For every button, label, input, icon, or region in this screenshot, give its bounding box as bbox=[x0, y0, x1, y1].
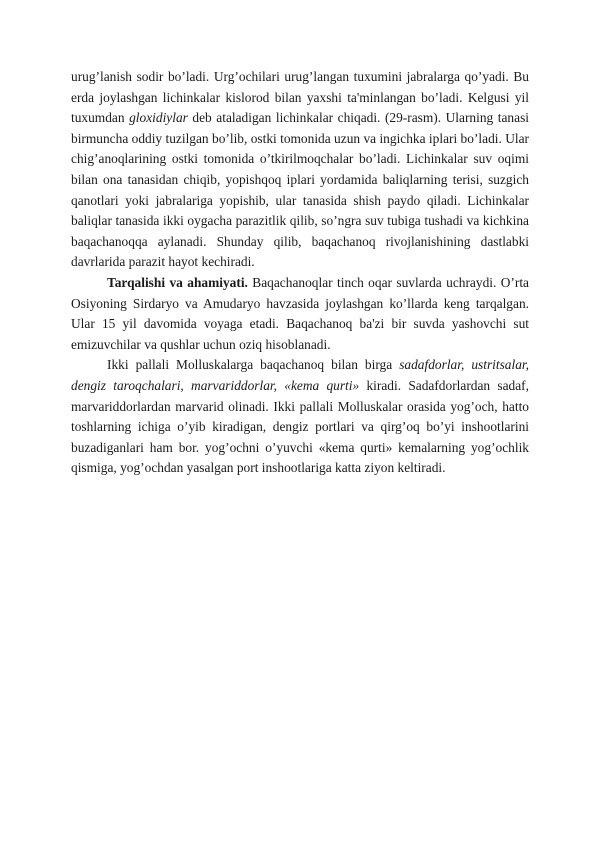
section-heading-distribution: Tarqalishi va ahamiyati. bbox=[107, 274, 248, 290]
paragraph-1-text-part-1: urug’lanish sodir bo’ladi. Urg’ochilari urug’langan tuxumini jabralarga qo’yadi. Bu erda joylashgan lichinkalar kislorod bilan yaxshi ta'minlangan bo’ladi. Kelgusi yil tuxumdan bbox=[71, 69, 529, 126]
document-page bbox=[71, 67, 529, 479]
paragraph-3-text-part-1: Ikki pallali Molluskalarga baqachanoq bilan birga bbox=[107, 357, 400, 373]
paragraph-bivalves bbox=[71, 355, 529, 479]
paragraph-reproduction bbox=[71, 67, 529, 273]
paragraph-1-italic-term: gloxidiylar bbox=[129, 110, 188, 126]
paragraph-3-italic-terms: sadafdorlar, ustritsalar, dengiz taroqchalari, marvariddorlar, «kema qurti» bbox=[71, 357, 529, 393]
paragraph-1-text-part-2: deb ataladigan lichinkalar chiqadi. (29-rasm). Ularning tanasi birmuncha oddiy tuzilgan bo’lib, ostki tomonida uzun va ingichka iplari bo’ladi. Ular chig’anoqlarining ostki tomonida o’tkirilmoqchalar bo’ladi. Lichinkalar suv oqimi bilan ona tanasidan chiqib, yopishqoq iplari yordamida baliqlarning terisi, suzgich qanotlari yoki jabralariga yopishib, ular tanasida shish paydo qiladi. Lichinkalar baliqlar tanasida ikki oygacha parazitlik qilib, so’ngra suv tubiga tushadi va kichkina baqachanoqqa aylanadi. Shunday qilib, baqachanoq rivojlanishining dastlabki davrlarida parazit hayot kechiradi. bbox=[71, 110, 529, 270]
paragraph-3-text-part-2: kiradi. Sadafdorlardan sadaf, marvariddorlardan marvarid olinadi. Ikki pallali Molluskalar orasida yog’och, hatto toshlarning ichiga o’yib kiradigan, dengiz portlari va qirg’oq bo’yi inshootlarini buzadiganlari ham bor. yog’ochni o’yuvchi «kema qurti» kemalarning yog’ochlik qismiga, yog’ochdan yasalgan port inshootlariga katta ziyon keltiradi. bbox=[71, 377, 529, 476]
paragraph-2-text: Baqachanoqlar tinch oqar suvlarda uchraydi. O’rta Osiyoning Sirdaryo va Amudaryo havzasida joylashgan ko’llarda keng tarqalgan. Ular 15 yil davomida voyaga etadi. Baqachanoq ba'zi bir suvda yashovchi sut emizuvchilar va qushlar uchun oziq hisoblanadi. bbox=[71, 274, 529, 352]
paragraph-distribution bbox=[71, 273, 529, 355]
